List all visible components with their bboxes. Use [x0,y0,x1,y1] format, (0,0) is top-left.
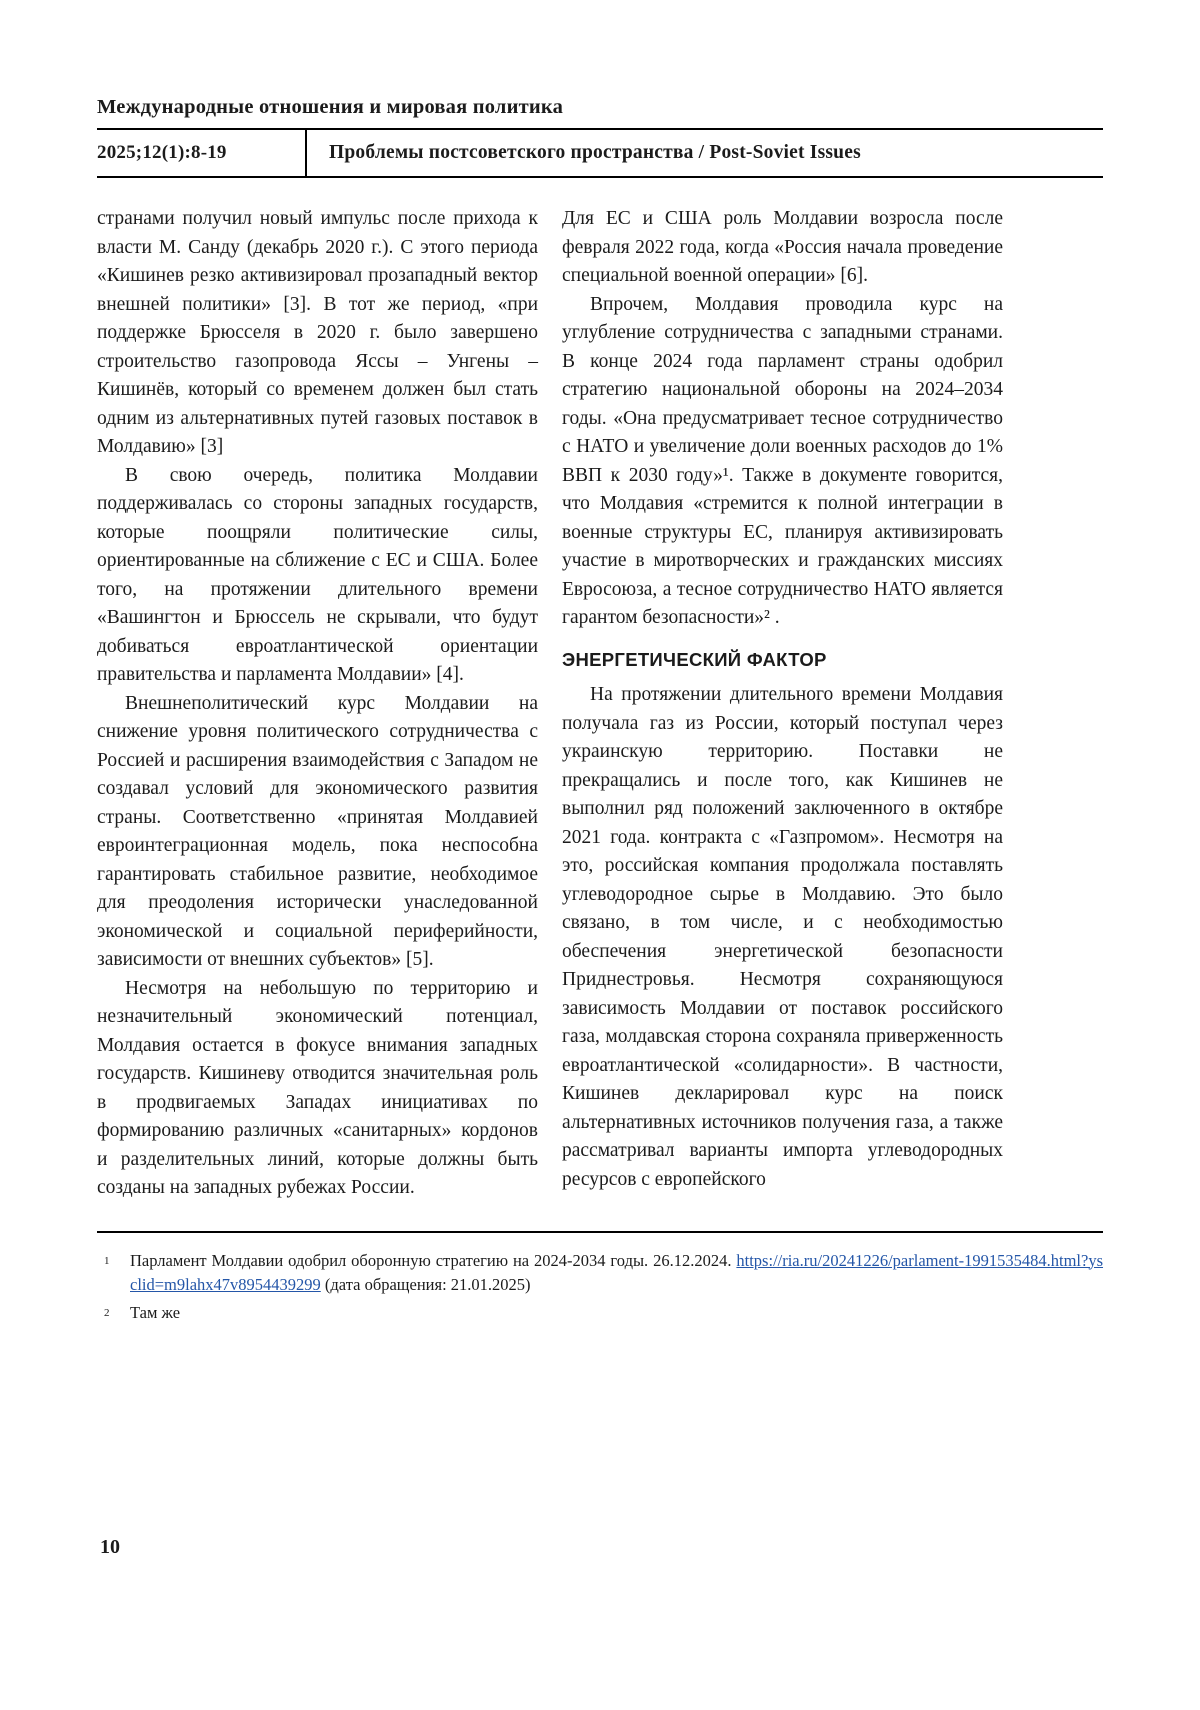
footnote-text: (дата обращения: 21.01.2025) [324,1274,531,1294]
footnote-marker: 2 [104,1306,110,1319]
footnote-1 [97,1249,1103,1297]
paragraph: На протяжении длительного времени Молдавия получала газ из России, который поступал через украинскую территорию. Поставки не прекращались и после того, как Кишинев не выполнил ряд положений заключенного в октябре 2021 года. контракта с «Газпромом». Несмотря на это, российская компания продолжала поставлять углеводородное сырье в Молдавию. Это было связано, в том числе, и с необходимостью обеспечения энергетической безопасности Приднестровья. Несмотря сохраняющуюся зависимость Молдавии от поставок российского газа, молдавская сторона сохраняла приверженность евроатлантической «солидарности». В частности, Кишинев декларировал курс на поиск альтернативных источников получения газа, а также рассматривал варианты импорта углеводородных ресурсов с европейского [562,684,1003,1190]
paragraph: Несмотря на небольшую по территорию и незначительный экономический потенциал, Молдавия остается в фокусе внимания западных государств. Кишиневу отводится значительная роль в продвигаемых Западах инициативах по формированию различных «санитарных» кордонов и разделительных линий, которые должны быть созданы на западных рубежах России. [97,977,538,1198]
footnote-text: Парламент Молдавии одобрил оборонную стратегию на 2024-2034 годы. 26.12.2024. [130,1250,732,1270]
page-number: 10 [100,1536,120,1558]
footnote-divider [97,1231,1103,1233]
page-footer [97,1231,1104,1558]
paragraph-continuation: Для ЕС и США роль Молдавии возросла после февраля 2022 года, когда «Россия начала проведение специальной военной операции» [6]. [562,208,1003,286]
page-header [97,96,1103,178]
left-column [97,205,538,1203]
article-body [97,205,1103,1203]
issue-citation: 2025;12(1):8-19 [97,142,227,163]
right-column [562,205,1003,1203]
footnote-marker: 1 [104,1254,110,1267]
footnote-2 [97,1301,1103,1325]
section-heading: ЭНЕРГЕТИЧЕСКИЙ ФАКТОР [562,648,827,670]
journal-title: Проблемы постсоветского пространства / Post-Soviet Issues [329,142,861,163]
footnote-link[interactable]: https://ria.ru/20241226/parlament-1991535484.html?ysclid=m9lahx47v8954439299 [130,1250,1104,1294]
footnote-text: Там же [130,1302,181,1322]
rubric-title: Международные отношения и мировая политика [97,96,564,118]
paragraph: В свою очередь, политика Молдавии поддерживалась со стороны западных государств, которые поощряли политические силы, ориентированные на сближение с ЕС и США. Более того, на протяжении длительного времени «Вашингтон и Брюссель не скрывали, что будут добиваться евроатлантической ориентации правительства и парламента Молдавии» [4]. [97,464,538,685]
paragraph-continuation: странами получил новый импульс после прихода к власти М. Санду (декабрь 2020 г.). С этого периода «Кишинев резко активизировал прозападный вектор внешней политики» [3]. В тот же период, «при поддержке Брюсселя в 2020 г. было завершено строительство газопровода Яссы – Унгены – Кишинёв, который со временем должен был стать одним из альтернативных путей газовых поставок в Молдавию» [3] [97,208,538,457]
paragraph: Впрочем, Молдавия проводила курс на углубление сотрудничества с западными странами. В конце 2024 года парламент страны одобрил стратегию национальной обороны на 2024–2034 годы. «Она предусматривает тесное сотрудничество с НАТО и увеличение доли военных расходов до 1% ВВП к 2030 году»¹. Также в документе говорится, что Молдавия «стремится к полной интеграции в военные структуры ЕС, планируя активизировать участие в миротворческих и гражданских миссиях Евросоюза, а тесное сотрудничество НАТО является гарантом безопасности»² . [562,293,1003,628]
journal-meta-row [97,128,1103,178]
paragraph: Внешнеполитический курс Молдавии на снижение уровня политического сотрудничества с Россией и расширения взаимодействия с Западом не создавал условий для экономического развития страны. Соответственно «принятая Молдавией евроинтеграционная модель, пока неспособна гарантировать стабильное развитие, необходимое для преодоления исторически унаследованной экономической и социальной периферийности, зависимости от внешних субъектов» [5]. [97,692,538,970]
